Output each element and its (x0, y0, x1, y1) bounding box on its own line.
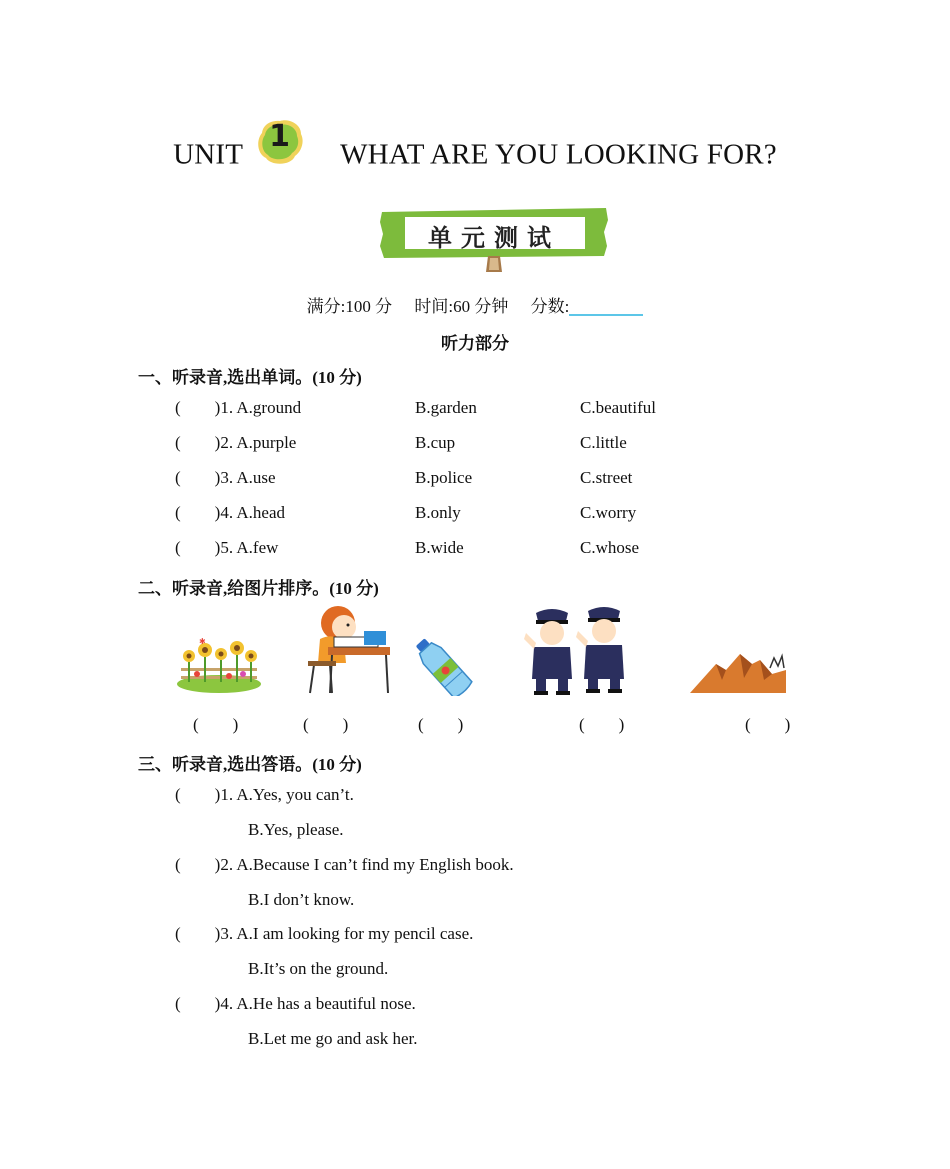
unit-number: 1 (269, 119, 291, 154)
answer-paren[interactable]: ( ) (418, 715, 464, 734)
s3-option-b: B.Let me go and ask her. (248, 1029, 418, 1048)
s3-item-a: ( )2. A.Because I can’t find my English book. (175, 855, 514, 874)
unit-title: WHAT ARE YOU LOOKING FOR? (340, 138, 777, 171)
s3-item-a: ( )4. A.He has a beautiful nose. (175, 994, 416, 1013)
s3-option-b: B.I don’t know. (248, 890, 355, 909)
section3-title: 三、听录音,选出答语。(10 分) (138, 755, 362, 774)
score-info (0, 292, 950, 317)
page-title (0, 119, 950, 178)
s1-option-b: B.only (415, 503, 461, 522)
s3-option-b: B.Yes, please. (248, 820, 344, 839)
s1-option-c: C.street (580, 468, 633, 487)
s1-item-num: ( )4. A.head (175, 503, 286, 522)
s1-item-num: ( )5. A.few (175, 538, 279, 557)
s1-item-num: ( )2. A.purple (175, 433, 297, 452)
s1-item-num: ( )1. A.ground (175, 398, 302, 417)
girl-writing-image (300, 603, 394, 695)
part-title: 听力部分 (441, 334, 509, 353)
s3-option-b: B.It’s on the ground. (248, 959, 389, 978)
unit-test-banner (378, 206, 610, 274)
svg-text:✱: ✱ (199, 637, 206, 646)
score-label: 分数: (530, 297, 570, 316)
unit-label: UNIT (173, 138, 244, 171)
answer-paren[interactable]: ( ) (745, 715, 791, 734)
banner-text: 单元测试 (428, 224, 560, 252)
mountain-image (690, 650, 786, 694)
answer-paren[interactable]: ( ) (579, 715, 625, 734)
answer-paren[interactable]: ( ) (193, 715, 239, 734)
s1-option-b: B.wide (415, 538, 464, 557)
s1-option-c: C.whose (580, 538, 640, 557)
garden-image (175, 634, 263, 694)
s1-item-num: ( )3. A.use (175, 468, 276, 487)
police-officers-image (522, 603, 630, 695)
score-blank[interactable] (569, 296, 643, 316)
s1-option-c: C.beautiful (580, 398, 657, 417)
s1-option-b: B.garden (415, 398, 477, 417)
full-score: 满分:100 分 (306, 297, 393, 316)
s1-option-b: B.police (415, 468, 473, 487)
section2-title: 二、听录音,给图片排序。(10 分) (138, 579, 379, 598)
s1-option-c: C.little (580, 433, 627, 452)
time-limit: 时间:60 分钟 (414, 297, 509, 316)
s1-option-b: B.cup (415, 433, 456, 452)
s1-option-c: C.worry (580, 503, 637, 522)
unit-badge (257, 119, 303, 178)
s3-item-a: ( )3. A.I am looking for my pencil case. (175, 924, 474, 943)
s3-item-a: ( )1. A.Yes, you can’t. (175, 785, 354, 804)
water-bottle-image (412, 628, 480, 696)
section1-title: 一、听录音,选出单词。(10 分) (138, 368, 362, 387)
answer-paren[interactable]: ( ) (303, 715, 349, 734)
